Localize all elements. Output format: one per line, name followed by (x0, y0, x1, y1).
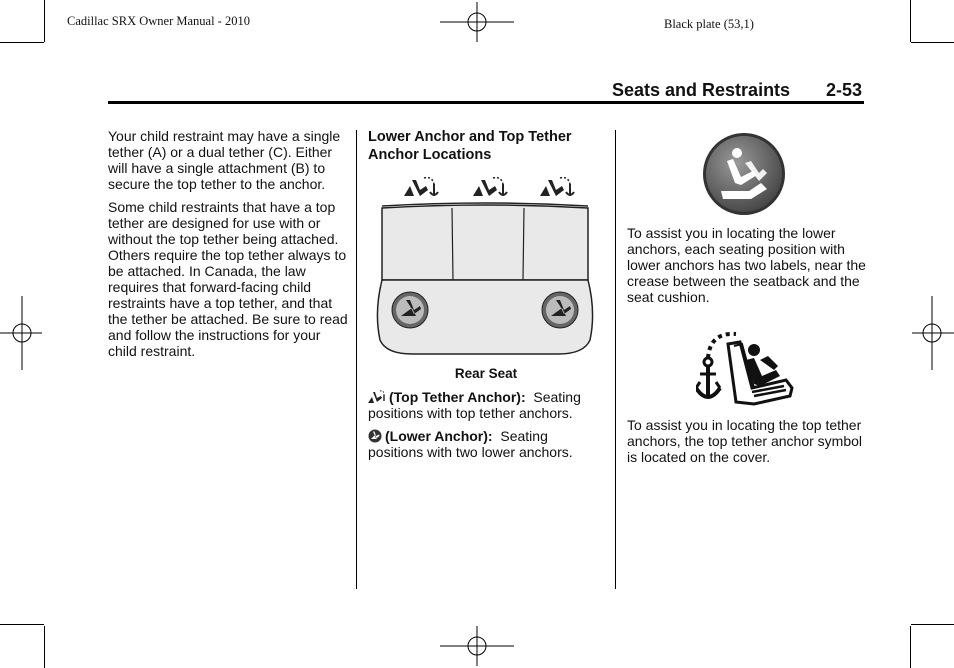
legend-paragraph (368, 428, 604, 460)
body-paragraph: Some child restraints that have a top tether are designed for use with or without the top tether being attached. Others require the top tether always to be attached. In Canada, the law requires that forward-facing child restraints have a top tether, and that the tether be attached. Be sure to read and follow the instructions for your child restraint. (108, 199, 348, 359)
body-paragraph: Your child restraint may have a single tether (A) or a dual tether (C). Either will have a single attachment (B) to secure the top tether to the anchor. (108, 128, 341, 192)
top-tether-anchor-icon (473, 178, 507, 196)
column-right-para1 (627, 225, 867, 305)
top-tether-anchor-icon (540, 178, 574, 196)
legend-top-tether (368, 389, 604, 421)
column-right-para2 (627, 417, 867, 465)
crop-mark (44, 0, 45, 42)
column-divider (615, 130, 616, 589)
column-left (108, 128, 348, 359)
manual-title: Cadillac SRX Owner Manual - 2010 (67, 14, 250, 28)
legend-label: (Top Tether Anchor): (389, 389, 526, 405)
body-paragraph: To assist you in locating the lower anchors, each seating position with lower anchors has two labels, near the crease between the seatback and the seat cushion. (627, 225, 866, 305)
registration-mark-right (912, 296, 954, 370)
lower-anchor-icon (542, 292, 578, 328)
header-rule (108, 101, 864, 104)
body-paragraph: To assist you in locating the top tether anchors, the top tether anchor symbol is located on the cover. (627, 417, 863, 465)
crop-mark (0, 624, 44, 625)
crop-mark (0, 42, 44, 43)
plate-label: Black plate (53,1) (664, 17, 754, 31)
section-heading: Lower Anchor and Top Tether Anchor Locations (368, 129, 572, 163)
top-tether-anchor-symbol-illustration (696, 330, 796, 406)
top-tether-anchor-icon (404, 178, 438, 196)
legend-text: Seating positions with top tether anchors. (368, 389, 581, 421)
legend-lower-anchor (368, 428, 604, 460)
registration-mark-bottom (440, 626, 514, 666)
column-divider (356, 130, 357, 589)
crop-mark (910, 626, 911, 668)
legend-label: (Lower Anchor): (385, 428, 493, 444)
registration-mark-left (0, 296, 42, 370)
figure-caption: Rear Seat (454, 366, 518, 381)
rear-seat-figure (372, 172, 598, 360)
lower-anchor-icon (368, 429, 382, 443)
page-number: 2-53 (826, 80, 863, 100)
crop-mark (44, 626, 45, 668)
crop-mark (910, 0, 911, 42)
lower-anchor-icon (392, 292, 428, 328)
legend-text: Seating positions with two lower anchors. (368, 428, 573, 460)
registration-mark-top (440, 2, 514, 42)
section-title: Seats and Restraints (612, 80, 791, 100)
crop-mark (911, 42, 954, 43)
crop-mark (911, 624, 954, 625)
legend-paragraph (368, 389, 604, 421)
column-middle (368, 128, 604, 164)
top-tether-anchor-icon (368, 390, 386, 404)
lower-anchor-label-illustration (701, 133, 789, 217)
